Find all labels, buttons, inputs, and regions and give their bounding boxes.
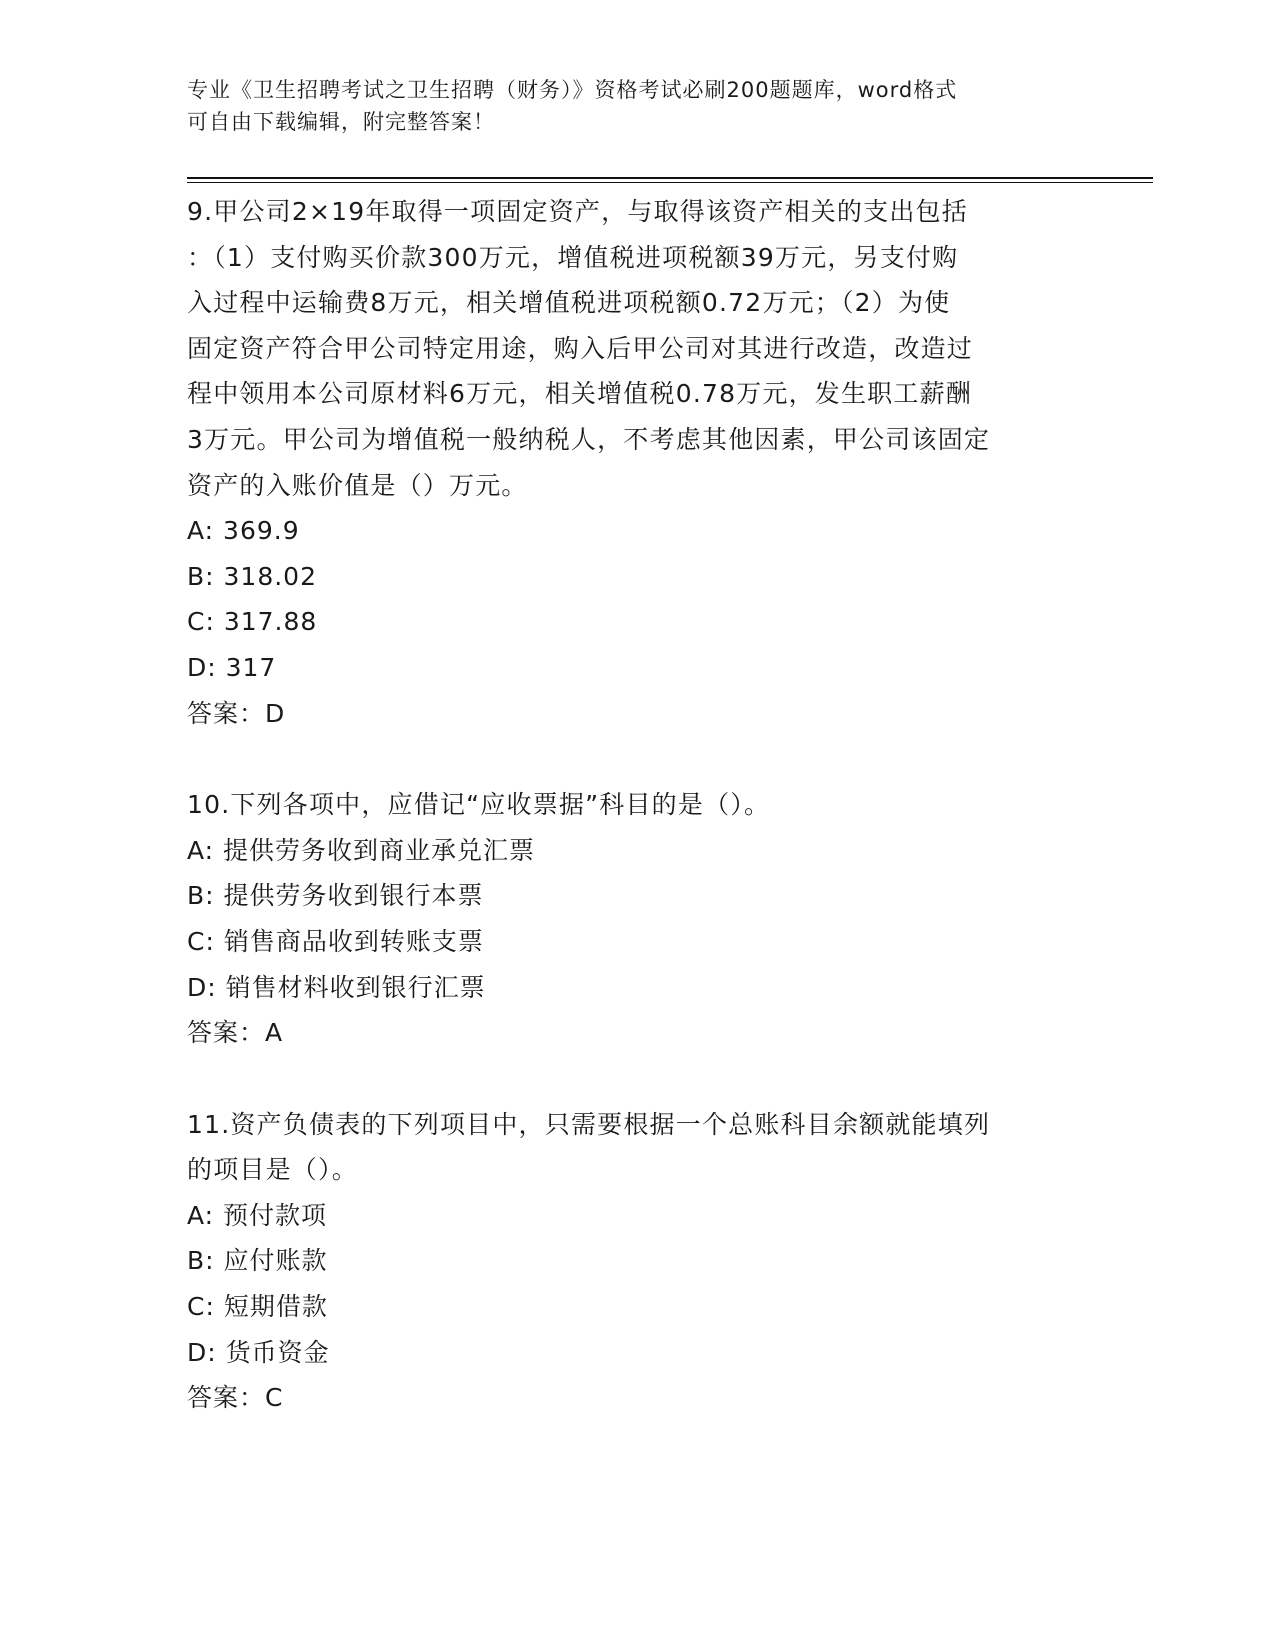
header-line-1: 专业《卫生招聘考试之卫生招聘（财务）》资格考试必刷200题题库，word格式 <box>187 78 958 102</box>
answer: 答案：D <box>187 698 286 728</box>
question-text-line: 9.甲公司2×19年取得一项固定资产，与取得该资产相关的支出包括 <box>187 197 968 226</box>
question-text-line: 的项目是（）。 <box>187 1155 358 1185</box>
option-a: A: 预付款项 <box>187 1200 328 1230</box>
question-11 <box>187 1102 1087 1421</box>
question-text-line: 程中领用本公司原材料6万元，相关增值税0.78万元，发生职工薪酬 <box>187 379 972 409</box>
header-rule-thin <box>187 182 1153 183</box>
question-9 <box>187 189 1087 736</box>
option-c: C: 317.88 <box>187 607 318 637</box>
question-text-line: 资产的入账价值是（）万元。 <box>187 470 528 500</box>
option-c: C: 销售商品收到转账支票 <box>187 926 484 956</box>
option-d: D: 销售材料收到银行汇票 <box>187 972 486 1002</box>
document-header <box>187 74 1087 138</box>
option-a: A: 369.9 <box>187 516 300 546</box>
option-c: C: 短期借款 <box>187 1292 328 1322</box>
question-text-line: 固定资产符合甲公司特定用途，购入后甲公司对其进行改造，改造过 <box>187 333 974 363</box>
question-10 <box>187 782 1087 1056</box>
option-b: B: 应付账款 <box>187 1246 328 1276</box>
question-text-line: 11.资产负债表的下列项目中，只需要根据一个总账科目余额就能填列 <box>187 1109 991 1139</box>
answer: 答案：C <box>187 1383 284 1413</box>
option-d: D: 317 <box>187 652 277 682</box>
header-line-2: 可自由下载编辑，附完整答案！ <box>187 110 495 134</box>
option-b: B: 提供劳务收到银行本票 <box>187 881 484 911</box>
question-text-line: 10.下列各项中，应借记“应收票据”科目的是（）。 <box>187 790 771 820</box>
answer: 答案：A <box>187 1018 284 1048</box>
question-text-line: 入过程中运输费8万元，相关增值税进项税额0.72万元；（2）为使 <box>187 288 951 318</box>
option-a: A: 提供劳务收到商业承兑汇票 <box>187 835 536 865</box>
question-text-line: 3万元。甲公司为增值税一般纳税人，不考虑其他因素，甲公司该固定 <box>187 424 991 454</box>
question-text-line: ：（1）支付购买价款300万元，增值税进项税额39万元，另支付购 <box>187 242 959 272</box>
header-rule-thick <box>187 177 1153 179</box>
option-b: B: 318.02 <box>187 561 317 591</box>
option-d: D: 货币资金 <box>187 1337 330 1367</box>
question-list <box>187 189 1087 1467</box>
